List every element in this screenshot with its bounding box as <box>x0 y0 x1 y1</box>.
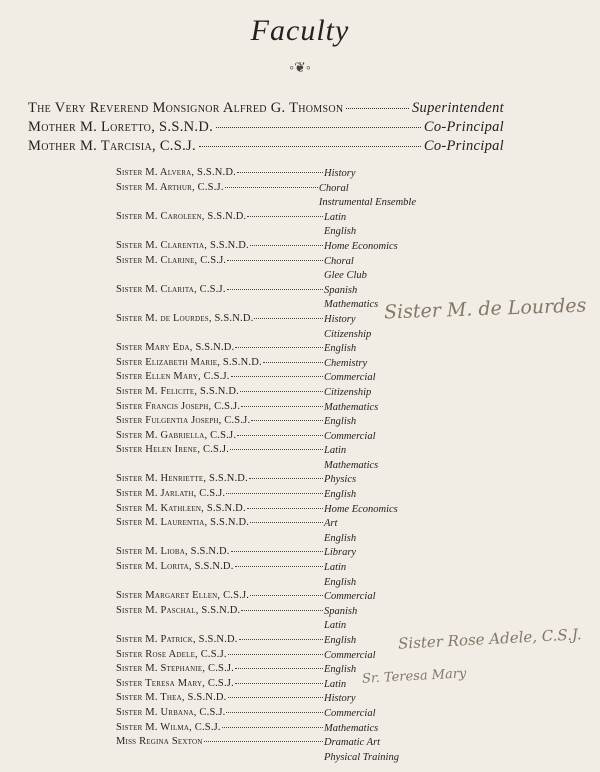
subject: English <box>324 532 357 544</box>
faculty-subjects <box>324 357 367 372</box>
dot-leader <box>247 508 323 509</box>
dot-leader <box>226 712 323 713</box>
subject: Citizenship <box>324 386 372 398</box>
faculty-name-cell <box>116 561 324 576</box>
subject: Chemistry <box>324 357 368 369</box>
faculty-entry <box>116 590 416 605</box>
faculty-name: Sister M. Jarlath, C.S.J. <box>116 488 226 500</box>
faculty-subjects <box>324 167 356 182</box>
faculty-entry <box>116 167 416 182</box>
faculty-subjects <box>324 634 356 649</box>
subject: Commercial <box>324 430 376 442</box>
faculty-subjects <box>324 678 346 693</box>
subject: English <box>324 664 357 676</box>
subject: Citizenship <box>324 328 372 340</box>
faculty-subjects <box>324 503 398 518</box>
faculty-name: Sister M. de Lourdes, S.S.N.D. <box>116 312 254 324</box>
dot-leader <box>227 260 323 261</box>
faculty-entry <box>116 255 416 284</box>
faculty-subjects <box>324 517 356 546</box>
ornament-divider: ◦❦◦ <box>289 61 311 76</box>
faculty-name-cell <box>116 240 324 255</box>
faculty-name: Sister M. Henriette, S.S.N.D. <box>116 473 248 485</box>
faculty-subjects <box>324 736 399 765</box>
dot-leader <box>231 551 323 552</box>
faculty-subjects <box>324 590 376 605</box>
subject: Latin <box>324 211 347 223</box>
faculty-name: Sister M. Clarita, C.S.J. <box>116 283 226 295</box>
faculty-entry <box>116 313 416 342</box>
subject: Commercial <box>324 649 376 661</box>
faculty-name-cell <box>116 313 324 328</box>
faculty-name-cell <box>116 211 324 226</box>
dot-leader <box>239 639 323 640</box>
dot-leader <box>216 127 421 128</box>
subject: Physical Training <box>324 751 399 763</box>
subject: English <box>324 343 357 355</box>
faculty-name-cell <box>116 386 324 401</box>
subject: Choral <box>318 182 349 194</box>
faculty-entry <box>116 473 416 488</box>
faculty-entry <box>116 605 416 634</box>
handwritten-signature: Sister Rose Adele, C.S.J. <box>397 625 582 653</box>
faculty-entry <box>116 736 416 765</box>
leader-name: The Very Reverend Monsignor Alfred G. Thomson <box>28 100 344 116</box>
faculty-subjects <box>324 663 356 678</box>
faculty-name-cell <box>116 634 324 649</box>
dot-leader <box>250 595 323 596</box>
dot-leader <box>228 697 323 698</box>
faculty-entry <box>116 401 416 416</box>
faculty-entry <box>116 182 416 211</box>
faculty-entry <box>116 386 416 401</box>
faculty-subjects <box>324 692 356 707</box>
faculty-name-cell <box>116 371 324 386</box>
subject: Instrumental Ensemble <box>318 197 416 209</box>
leader-role: Co-Principal <box>423 119 504 135</box>
faculty-entry <box>116 371 416 386</box>
faculty-entry <box>116 503 416 518</box>
faculty-name-cell <box>116 488 324 503</box>
dot-leader <box>237 172 323 173</box>
faculty-entry <box>116 707 416 722</box>
subject: Spanish <box>324 284 358 296</box>
dot-leader <box>251 420 323 421</box>
faculty-name: Sister M. Caroleen, S.S.N.D. <box>116 210 247 222</box>
faculty-name-cell <box>116 473 324 488</box>
faculty-name: Sister Mary Eda, S.S.N.D. <box>116 342 235 354</box>
subject: English <box>324 226 357 238</box>
faculty-name-cell <box>116 663 324 678</box>
faculty-subjects <box>324 401 378 416</box>
faculty-name: Sister M. Patrick, S.S.N.D. <box>116 634 238 645</box>
faculty-subjects <box>324 444 378 473</box>
subject: History <box>324 168 356 179</box>
faculty-name: Sister M. Urbana, C.S.J. <box>116 706 226 718</box>
faculty-name: Sister M. Clarine, C.S.J. <box>116 254 227 266</box>
subject: Physics <box>324 474 357 486</box>
faculty-name-cell <box>116 503 324 518</box>
dot-leader <box>241 406 323 407</box>
faculty-subjects <box>324 342 356 357</box>
faculty-name: Miss Regina Sexton <box>116 736 203 748</box>
dot-leader <box>247 216 323 217</box>
faculty-entry <box>116 722 416 737</box>
subject: Library <box>324 547 357 559</box>
faculty-name-cell <box>116 182 319 197</box>
subject: Art <box>324 518 338 530</box>
dot-leader <box>249 478 323 479</box>
faculty-name: Sister M. Alvera, S.S.N.D. <box>116 167 236 178</box>
subject: Dramatic Art <box>324 737 381 749</box>
faculty-name-cell <box>116 678 324 693</box>
dot-leader <box>346 108 409 109</box>
dot-leader <box>227 289 323 290</box>
faculty-entry <box>116 546 416 561</box>
faculty-subjects <box>324 255 367 284</box>
faculty-name: Sister M. Wilma, C.S.J. <box>116 721 221 733</box>
faculty-subjects <box>324 707 376 722</box>
faculty-name-cell <box>116 430 324 445</box>
faculty-entry <box>116 634 416 649</box>
faculty-name-cell <box>116 722 324 737</box>
faculty-subjects <box>324 386 371 401</box>
faculty-subjects <box>324 284 378 313</box>
faculty-subjects <box>324 415 356 430</box>
dot-leader <box>250 245 323 246</box>
leadership-row <box>28 100 504 119</box>
faculty-name: Sister M. Felicite, S.S.N.D. <box>116 385 239 397</box>
faculty-entry <box>116 444 416 473</box>
subject: English <box>324 416 357 428</box>
dot-leader <box>235 683 323 684</box>
subject: Mathematics <box>324 401 379 413</box>
faculty-subjects <box>324 649 376 664</box>
faculty-entry <box>116 692 416 707</box>
subject: Latin <box>324 620 347 632</box>
dot-leader <box>226 493 323 494</box>
faculty-entry <box>116 649 416 664</box>
subject: Latin <box>324 562 347 574</box>
faculty-name-cell <box>116 736 324 751</box>
faculty-subjects <box>324 371 376 386</box>
faculty-name: Sister Ellen Mary, C.S.J. <box>116 371 230 383</box>
faculty-subjects <box>324 546 356 561</box>
faculty-subjects <box>324 211 356 240</box>
dot-leader <box>199 146 421 147</box>
faculty-name-cell <box>116 255 324 270</box>
faculty-subjects <box>324 473 356 488</box>
leadership-row <box>28 119 504 138</box>
dot-leader <box>237 435 323 436</box>
faculty-entry <box>116 284 416 313</box>
faculty-entry <box>116 415 416 430</box>
faculty-name-cell <box>116 546 324 561</box>
faculty-entry <box>116 430 416 445</box>
dot-leader <box>225 187 318 188</box>
faculty-entry <box>116 488 416 503</box>
dot-leader <box>235 347 323 348</box>
subject: Latin <box>324 445 347 457</box>
dot-leader <box>204 741 323 742</box>
subject: Mathematics <box>324 459 379 471</box>
faculty-name: Sister Elizabeth Marie, S.S.N.D. <box>116 356 262 368</box>
subject: English <box>324 576 357 588</box>
leader-role: Co-Principal <box>423 138 504 154</box>
faculty-name-cell <box>116 401 324 416</box>
dot-leader <box>230 449 323 450</box>
faculty-name-cell <box>116 167 324 182</box>
dot-leader <box>222 727 323 728</box>
subject: History <box>324 313 356 325</box>
faculty-entry <box>116 342 416 357</box>
subject: Mathematics <box>324 722 379 734</box>
faculty-name-cell <box>116 444 324 459</box>
subject: Commercial <box>324 372 376 384</box>
faculty-name: Sister Rose Adele, C.S.J. <box>116 648 227 660</box>
faculty-entry <box>116 240 416 255</box>
dot-leader <box>250 522 323 523</box>
faculty-entry <box>116 357 416 372</box>
faculty-name: Sister M. Thea, S.S.N.D. <box>116 692 227 704</box>
faculty-name: Sister M. Lorita, S.S.N.D. <box>116 561 234 573</box>
subject: Latin <box>324 678 347 690</box>
faculty-name: Sister M. Lioba, S.S.N.D. <box>116 546 230 558</box>
faculty-name: Sister Teresa Mary, C.S.J. <box>116 677 234 689</box>
dot-leader <box>241 610 323 611</box>
leader-name: Mother M. Loretto, S.S.N.D. <box>28 119 214 135</box>
faculty-name-cell <box>116 517 324 532</box>
faculty-name-cell <box>116 342 324 357</box>
faculty-name-cell <box>116 649 324 664</box>
subject: English <box>324 635 357 646</box>
subject: Mathematics <box>324 299 379 311</box>
leader-role: Superintendent <box>412 100 504 116</box>
faculty-entry <box>116 211 416 240</box>
faculty-subjects <box>324 313 371 342</box>
faculty-name: Sister M. Kathleen, S.S.N.D. <box>116 502 246 514</box>
faculty-subjects <box>324 722 378 737</box>
faculty-name: Sister M. Stephanie, C.S.J. <box>116 663 235 675</box>
dot-leader <box>228 654 323 655</box>
faculty-name: Sister M. Gabriella, C.S.J. <box>116 429 237 441</box>
faculty-name-cell <box>116 357 324 372</box>
faculty-name-cell <box>116 284 324 299</box>
faculty-name-cell <box>116 590 324 605</box>
faculty-name-cell <box>116 605 324 620</box>
faculty-name: Sister Fulgentia Joseph, C.S.J. <box>116 415 251 427</box>
subject: Choral <box>324 255 354 267</box>
subject: Home Economics <box>324 240 398 252</box>
subject: Glee Club <box>324 270 367 282</box>
faculty-subjects <box>324 430 376 445</box>
subject: Spanish <box>324 605 358 617</box>
subject: English <box>324 489 357 501</box>
leadership-row <box>28 138 504 157</box>
subject: Commercial <box>324 707 376 719</box>
faculty-name: Sister Margaret Ellen, C.S.J. <box>116 590 250 602</box>
faculty-name: Sister M. Laurentia, S.S.N.D. <box>116 517 250 529</box>
dot-leader <box>235 566 323 567</box>
faculty-name: Sister Helen Irene, C.S.J. <box>116 444 230 456</box>
leadership-list <box>28 100 504 157</box>
faculty-subjects <box>324 561 356 590</box>
dot-leader <box>240 391 323 392</box>
faculty-name: Sister M. Arthur, C.S.J. <box>116 181 224 193</box>
subject: Commercial <box>324 591 376 603</box>
subject: Home Economics <box>324 503 398 515</box>
faculty-subjects <box>324 240 398 255</box>
dot-leader <box>231 376 323 377</box>
faculty-name-cell <box>116 415 324 430</box>
dot-leader <box>263 362 323 363</box>
faculty-name: Sister M. Clarentia, S.S.N.D. <box>116 239 249 251</box>
dot-leader <box>235 668 323 669</box>
faculty-name: Sister M. Paschal, S.S.N.D. <box>116 604 241 616</box>
faculty-entry <box>116 561 416 590</box>
faculty-name-cell <box>116 707 324 722</box>
page-title: Faculty <box>250 14 350 47</box>
subject: History <box>324 693 356 705</box>
leader-name: Mother M. Tarcisia, C.S.J. <box>28 138 196 154</box>
handwritten-signature: Sister M. de Lourdes <box>383 294 587 324</box>
faculty-subjects <box>319 182 416 211</box>
faculty-name-cell <box>116 692 324 707</box>
dot-leader <box>254 318 323 319</box>
faculty-subjects <box>324 488 356 503</box>
faculty-subjects <box>324 605 357 634</box>
faculty-entry <box>116 517 416 546</box>
faculty-name: Sister Francis Joseph, C.S.J. <box>116 400 241 412</box>
handwritten-signature: Sr. Teresa Mary <box>361 666 467 687</box>
